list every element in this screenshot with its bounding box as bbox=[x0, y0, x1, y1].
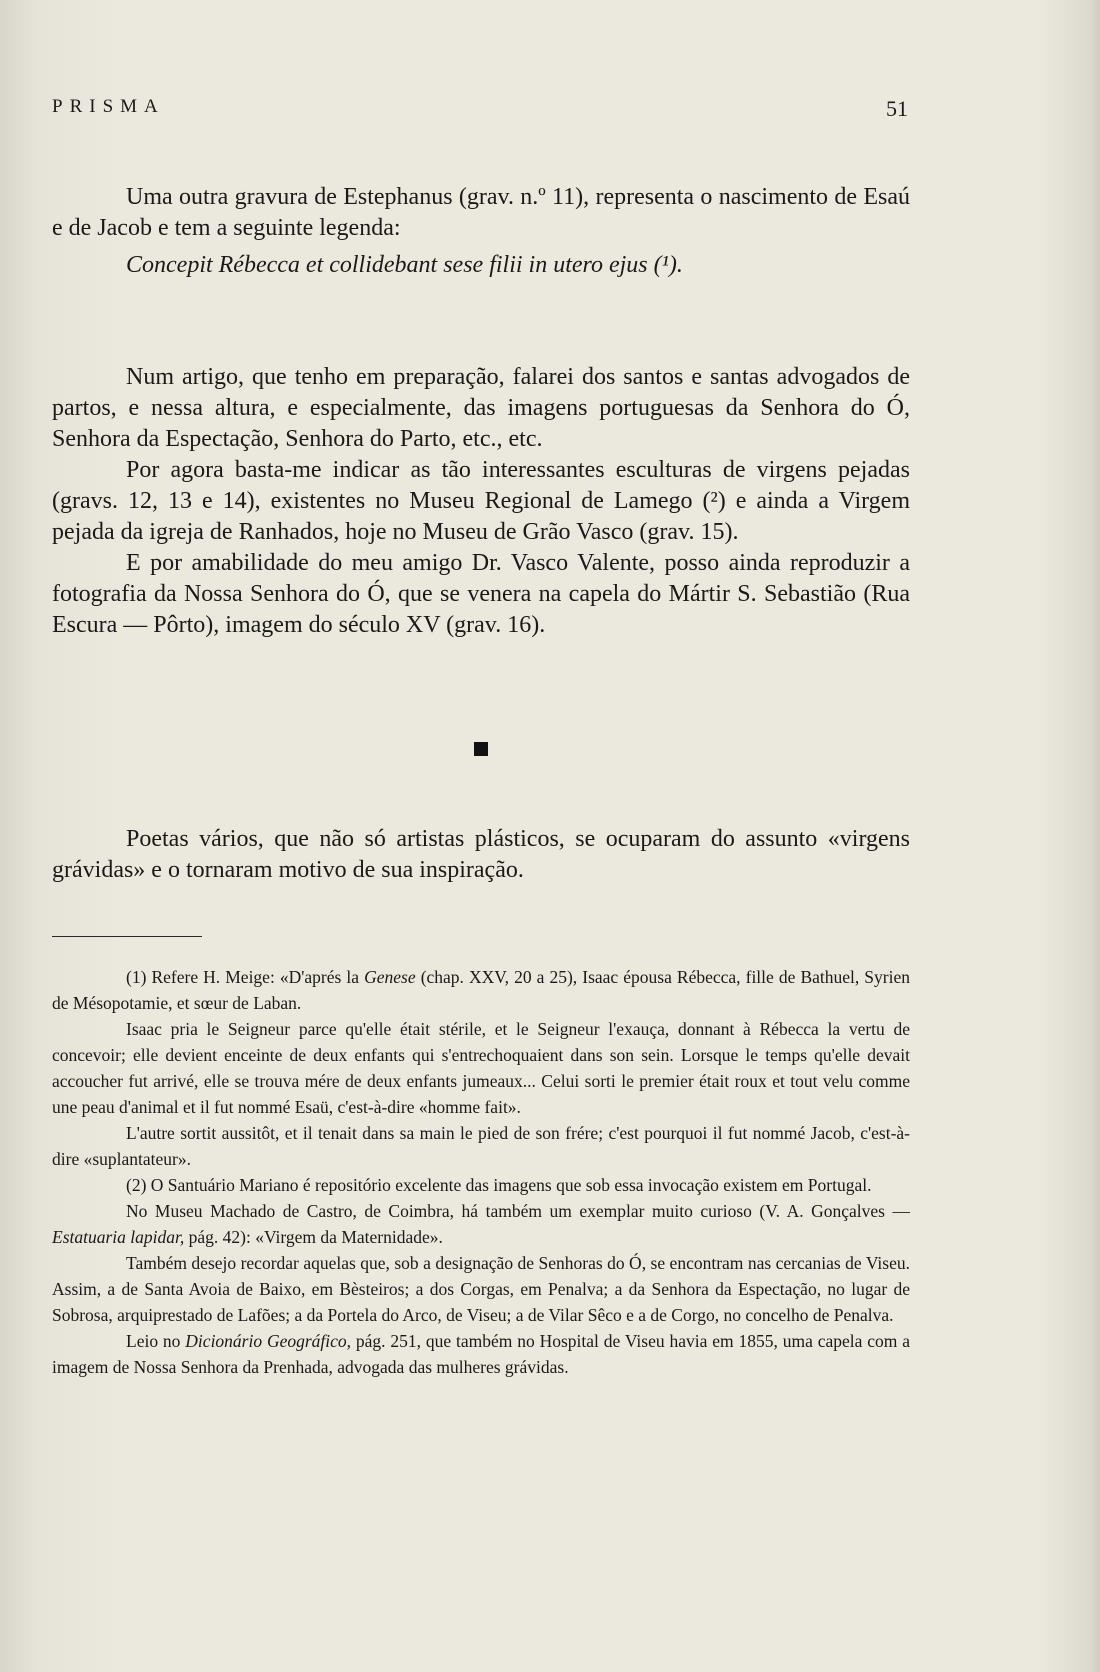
paragraph: Uma outra gravura de Estephanus (grav. n.º 11), representa o nascimento de Esaú e de Jacob e tem a seguinte legenda: bbox=[52, 184, 910, 241]
page-header bbox=[52, 96, 908, 126]
footnote-text: pág. 251, que também no Hospital de Viseu havia em 1855, uma capela com a imagem de Nossa Senhora da Prenhada, advogada das mulheres grávidas. bbox=[52, 1331, 910, 1377]
footnote-2-cont bbox=[52, 1328, 910, 1380]
footnote-2: (2) O Santuário Mariano é repositório excelente das imagens que sob essa invocação existem em Portugal. bbox=[126, 1175, 872, 1195]
running-title: PRISMA bbox=[52, 96, 165, 117]
footnote-2-cont bbox=[52, 1198, 910, 1250]
footnote-1-cont: Isaac pria le Seigneur parce qu'elle était stérile, et le Seigneur l'exauça, donnant à Rébecca la vertu de concevoir; elle devient enceinte de deux enfants qui s'entrechoquaient dans son sein. Lorsque le temps qu'elle devait accoucher fut arrivé, elle se trouva mére de deux enfants jumeaux... Celui sorti le premier était roux et tout velu comme une peau d'animal et il fut nommé Esaü, c'est-à-dire «homme fait». bbox=[52, 1019, 910, 1117]
section-poetas bbox=[52, 824, 910, 886]
section-virgens bbox=[52, 362, 910, 641]
footnote-italic: Genese bbox=[364, 967, 416, 987]
section-ornament bbox=[474, 742, 488, 756]
footnote-italic: Estatuaria lapidar, bbox=[52, 1227, 185, 1247]
footnote-text: pág. 42): «Virgem da Maternidade». bbox=[184, 1227, 443, 1247]
paragraph: Por agora basta-me indicar as tão interessantes esculturas de virgens pejadas (gravs. 12, 13 e 14), existentes no Museu Regional de Lamego (²) e ainda a Virgem pejada da igreja de Ranhados, hoje no Museu de Grão Vasco (grav. 15). bbox=[52, 457, 910, 545]
footnote-rule bbox=[52, 936, 202, 937]
footnote-text: No Museu Machado de Castro, de Coimbra, há também um exemplar muito curioso (V. A. Gonçalves — bbox=[126, 1201, 910, 1221]
footnotes bbox=[52, 964, 910, 1380]
footnote-2-cont: Também desejo recordar aquelas que, sob a designação de Senhoras do Ó, se encontram nas cercanias de Viseu. Assim, a de Santa Avoia de Baixo, em Bèsteiros; a dos Corgas, em Penalva; a da Senhora da Espectação, no lugar de Sobrosa, arquiprestado de Lafões; a da Portela do Arco, de Viseu; a de Vilar Sêco e a de Corgo, no concelho de Penalva. bbox=[52, 1253, 910, 1325]
footnote-text: Leio no bbox=[126, 1331, 186, 1351]
latin-legend bbox=[52, 250, 910, 281]
paragraph: Poetas vários, que não só artistas plásticos, se ocuparam do assunto «virgens grávidas» e o tornaram motivo de sua inspiração. bbox=[52, 826, 910, 883]
footnote-italic: Dicionário Geográfico, bbox=[185, 1331, 352, 1351]
footnote-1 bbox=[52, 964, 910, 1016]
page-number: 51 bbox=[886, 96, 908, 121]
footnote-1-cont: L'autre sortit aussitôt, et il tenait dans sa main le pied de son frére; c'est pourquoi il fut nommé Jacob, c'est-à-dire «suplantateur». bbox=[52, 1123, 910, 1169]
paragraph: E por amabilidade do meu amigo Dr. Vasco Valente, posso ainda reproduzir a fotografia da Nossa Senhora do Ó, que se venera na capela do Mártir S. Sebastião (Rua Escura — Pôrto), imagem do século XV (grav. 16). bbox=[52, 550, 910, 638]
footnote-text: (chap. XXV, 20 a 25), Isaac épousa Rébecca, fille de Bathuel, Syrien de Mésopotamie, et sœur de Laban. bbox=[52, 967, 910, 1013]
footnote-ref: (¹). bbox=[653, 252, 683, 278]
footnote-text: (1) Refere H. Meige: «D'aprés la bbox=[126, 967, 365, 987]
latin-text: Concepit Rébecca et collidebant sese filii in utero ejus bbox=[126, 252, 648, 278]
paragraph: Num artigo, que tenho em preparação, falarei dos santos e santas advogados de partos, e nessa altura, e especialmente, das imagens portuguesas da Senhora do Ó, Senhora da Espectação, Senhora do Parto, etc., etc. bbox=[52, 364, 910, 452]
section-estephanus bbox=[52, 182, 910, 281]
